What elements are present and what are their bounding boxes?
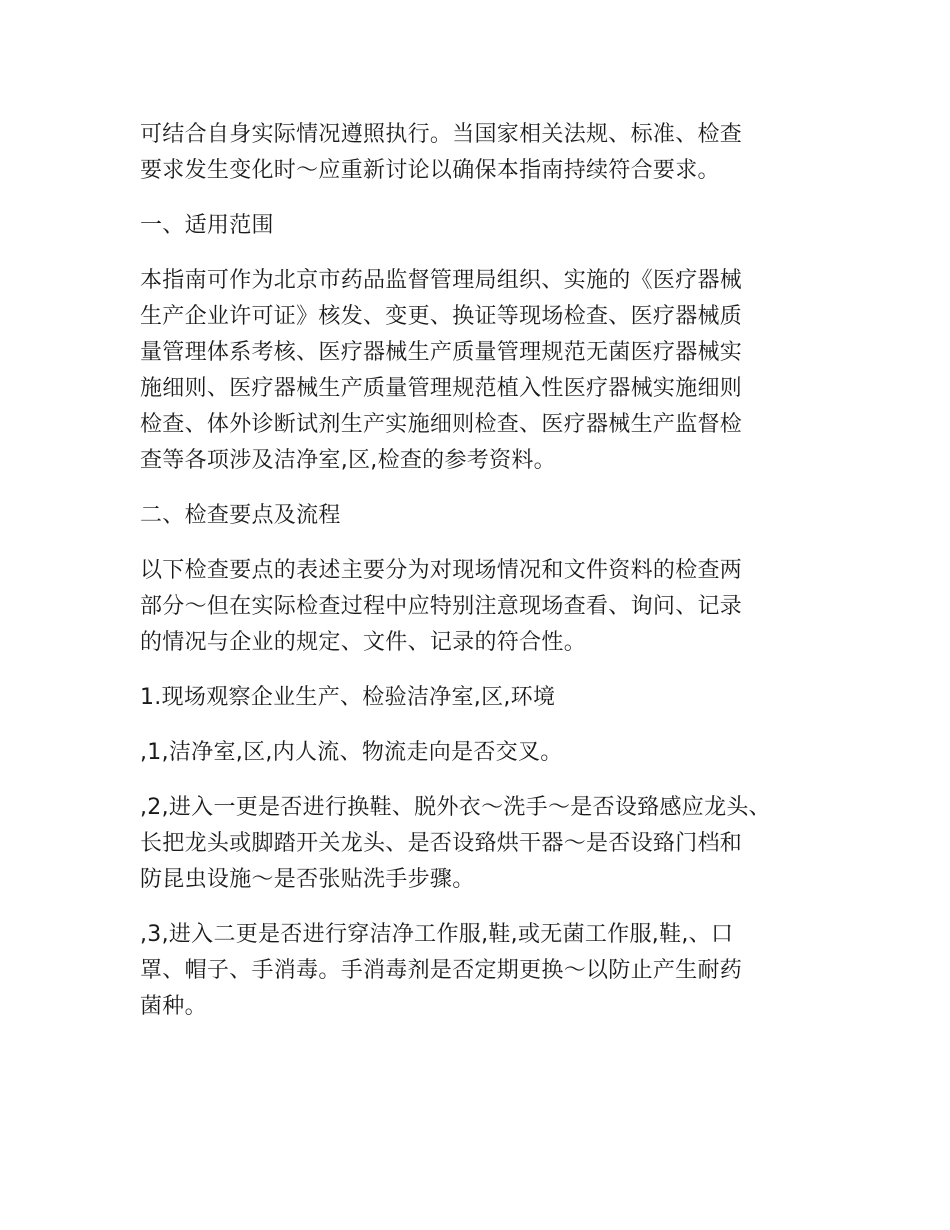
text-line: 罩、帽子、手消毒。手消毒剂是否定期更换～以防止产生耐药: [140, 958, 743, 983]
text-line: ,2,进入一更是否进行换鞋、脱外衣～洗手～是否设臵感应龙头、: [140, 795, 771, 820]
text-line: 部分～但在实际检查过程中应特别注意现场查看、询问、记录: [140, 594, 743, 619]
document-page: [140, 117, 812, 1044]
text-line: ,3,进入二更是否进行穿洁净工作服,鞋,或无菌工作服,鞋,、口: [140, 922, 734, 947]
list-item-1-2: [140, 790, 812, 898]
section-heading-scope: [140, 208, 812, 244]
section-heading-inspection: [140, 498, 812, 534]
text-line: 的情况与企业的规定、文件、记录的符合性。: [140, 630, 587, 655]
text-line: 本指南可作为北京市药品监督管理局组织、实施的《医疗器械: [140, 268, 743, 293]
list-item-1: [140, 680, 812, 716]
paragraph-inspection-body: [140, 553, 812, 661]
text-line: ,1,洁净室,区,内人流、物流走向是否交叉。: [140, 740, 563, 765]
text-line: 要求发生变化时～应重新讨论以确保本指南持续符合要求。: [140, 158, 720, 183]
paragraph-intro-continuation: [140, 117, 812, 189]
heading-text: 二、检查要点及流程: [140, 503, 341, 528]
text-line: 长把龙头或脚踏开关龙头、是否设臵烘干器～是否设臵门档和: [140, 831, 743, 856]
text-line: 菌种。: [140, 994, 207, 1019]
text-line: 1.现场观察企业生产、检验洁净室,区,环境: [140, 685, 556, 710]
text-line: 生产企业许可证》核发、变更、换证等现场检查、医疗器械质: [140, 304, 743, 329]
text-line: 以下检查要点的表述主要分为对现场情况和文件资料的检查两: [140, 558, 743, 583]
text-line: 检查、体外诊断试剂生产实施细则检查、医疗器械生产监督检: [140, 412, 743, 437]
text-line: 量管理体系考核、医疗器械生产质量管理规范无菌医疗器械实: [140, 340, 743, 365]
list-item-1-3: [140, 917, 812, 1025]
text-line: 查等各项涉及洁净室,区,检查的参考资料。: [140, 448, 556, 473]
heading-text: 一、适用范围: [140, 213, 274, 238]
list-item-1-1: [140, 735, 812, 771]
text-line: 可结合自身实际情况遵照执行。当国家相关法规、标准、检查: [140, 122, 743, 147]
text-line: 防昆虫设施～是否张贴洗手步骤。: [140, 867, 475, 892]
text-line: 施细则、医疗器械生产质量管理规范植入性医疗器械实施细则: [140, 376, 743, 401]
paragraph-scope-body: [140, 263, 812, 479]
